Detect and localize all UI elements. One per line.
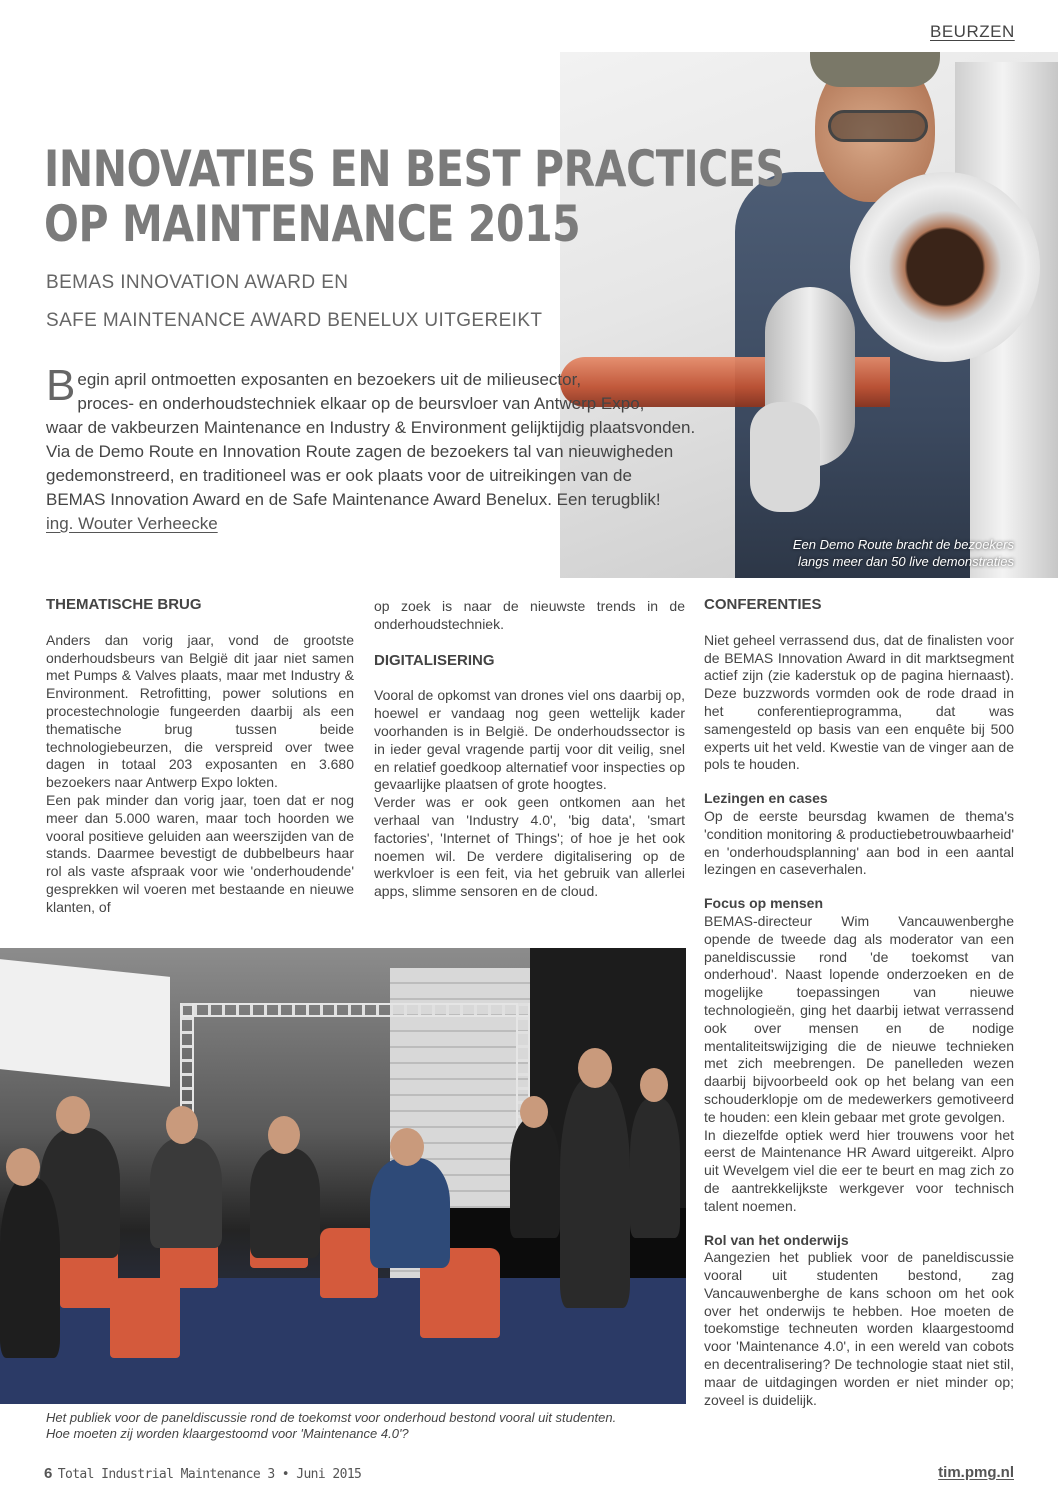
- audience-member-shape: [150, 1138, 222, 1248]
- panelist-head-shape: [640, 1068, 668, 1102]
- caption-line: Hoe moeten zij worden klaargestoomd voor 'Maintenance 4.0'?: [46, 1426, 409, 1441]
- publication-name: Total Industrial Maintenance 3 • Juni 2015: [57, 1467, 362, 1482]
- paragraph: In diezelfde optiek werd hier trouwens voor het eerst de Maintenance HR Award uitgereikt. Alpro uit Wevelgem viel die eer te beurt en mag zich zo de aantrekkelijkste werkgever voor technisch talent noemen.: [704, 1126, 1014, 1214]
- panelist-shape: [510, 1118, 560, 1238]
- glove-shape: [750, 402, 820, 512]
- lead-line: BEMAS Innovation Award en de Safe Maintenance Award Benelux. Een terugblik!: [46, 490, 661, 509]
- audience-photo-caption: [46, 1410, 616, 1442]
- lead-line: waar de vakbeurzen Maintenance en Industry & Environment gelijktijdig plaatsvonden.: [46, 418, 696, 437]
- lead-line: Via de Demo Route en Innovation Route zagen de bezoekers tal van nieuwigheden: [46, 442, 674, 461]
- footer-website-link[interactable]: tim.pmg.nl: [938, 1464, 1014, 1481]
- caption-line: Het publiek voor de paneldiscussie rond de toekomst voor onderhoud bestond vooral uit studenten.: [46, 1410, 617, 1425]
- column-3: [704, 596, 1014, 1409]
- column-1: [46, 596, 354, 917]
- column-2: [374, 598, 685, 901]
- article-title: [44, 142, 784, 252]
- panelist-shape: [630, 1098, 680, 1238]
- subheading-focus: Focus op mensen: [704, 895, 824, 912]
- standing-man-head-shape: [578, 1048, 612, 1088]
- paragraph: BEMAS-directeur Wim Vancauwenberghe opende de tweede dag als moderator van een paneldiscussie rond 'de toekomst van onderhoud'. Naast lopende onderzoeken en de mogelijke toepassingen van nieuwe technologieën, ging het daarbij ietwat verrassend ook over mensen en de nodige mentaliteitswijziging die de nieuwe technieken met zich meebrengen. De panelleden wezen daarbij bijvoorbeeld ook op het belang van een schouderklopje om de medewerkers gemotiveerd te houden: een klein gebaar met grote gevolgen.: [704, 912, 1014, 1125]
- subheading-lezingen: Lezingen en cases: [704, 790, 828, 807]
- chair-shape: [110, 1278, 180, 1358]
- audience-head-shape: [268, 1116, 300, 1154]
- paragraph: Niet geheel verrassend dus, dat de finalisten voor de BEMAS Innovation Award in dit marktsegment actief zijn (zie kaderstuk op de pagina hiernaast). Deze buzzwords vormden ook de rode draad in het conferentieprogramma, dat was samengesteld op basis van een enquête bij 500 experts uit het veld. Kwestie van de vinger aan de pols te houden.: [704, 631, 1014, 773]
- subtitle-line: SAFE MAINTENANCE AWARD BENELUX UITGEREIKT: [46, 310, 543, 331]
- audience-member-shape: [250, 1148, 320, 1258]
- standing-man-shape: [560, 1078, 630, 1308]
- paragraph: Een pak minder dan vorig jaar, toen dat er nog meer dan 5.000 waren, maar toch hoorden we vooral positieve geluiden aan weerszijden van de stands. Daarmee bevestigt de dubbelbeurs haar rol als vaste afspraak voor wie 'onderhoudende' gesprekken wil voeren met bestaande en nieuwe klanten, of: [46, 791, 354, 915]
- pipe-flange-shape: [850, 172, 1040, 362]
- panelist-head-shape: [520, 1096, 548, 1128]
- author-byline: ing. Wouter Verheecke: [46, 514, 218, 533]
- article-lead: [46, 361, 716, 512]
- audience-member-shape: [370, 1158, 450, 1268]
- hero-caption-line: Een Demo Route bracht de bezoekers: [792, 537, 1014, 552]
- audience-photo: [0, 948, 686, 1404]
- subtitle-line: BEMAS INNOVATION AWARD EN: [46, 272, 349, 293]
- lead-line: egin april ontmoetten exposanten en bezoekers uit de milieusector,: [77, 370, 582, 389]
- audience-head-shape: [56, 1096, 90, 1134]
- exhibitor-banner-shape: [0, 959, 170, 1087]
- heading-conferenties: CONFERENTIES: [704, 596, 822, 613]
- paragraph: op zoek is naar de nieuwste trends in de onderhoudstechniek.: [374, 598, 685, 632]
- lead-line: proces- en onderhoudstechniek elkaar op de beursvloer van Antwerp Expo,: [77, 394, 645, 413]
- footer-publication: [44, 1465, 361, 1482]
- paragraph: Anders dan vorig jaar, vond de grootste onderhoudsbeurs van België dit jaar niet samen met Pumps & Valves plaats, maar met Industry & Environment. Retrofitting, power solutions en procestechnologie fungeerden daarbij als een thematische brug tussen beide technologiebeurzen, die verspreid over twee dagen in totaal 203 exposanten en 3.680 bezoekers naar Antwerp Expo lokten.: [46, 631, 354, 791]
- hero-caption-line: langs meer dan 50 live demonstraties: [797, 554, 1014, 569]
- paragraph: Aangezien het publiek voor de paneldiscussie vooral uit studenten bestond, zag Vancauwenberghe de kans schoon om het ook over het onderwijs te hebben. Hoe moeten de toekomstige techneuten worden klaargestoomd voor 'Maintenance 4.0', in een wereld van cobots en decentralisering? De technologie staat niet stil, maar de uitdagingen worden er niet minder op; zoveel is duidelijk.: [704, 1249, 1014, 1408]
- drop-cap: B: [46, 361, 76, 410]
- title-line: INNOVATIES EN BEST PRACTICES: [44, 140, 785, 198]
- article-subtitle: [46, 264, 542, 340]
- heading-thematische-brug: THEMATISCHE BRUG: [46, 596, 202, 613]
- audience-head-shape: [166, 1106, 198, 1144]
- paragraph: Op de eerste beursdag kwamen de thema's 'condition monitoring & productiebetrouwbaarheid' en 'onderhoudsplanning' aan bod in een aantal lezingen en caseverhalen.: [704, 807, 1014, 878]
- title-line: OP MAINTENANCE 2015: [44, 195, 581, 253]
- safety-goggles-shape: [828, 110, 928, 142]
- audience-member-shape: [0, 1178, 60, 1358]
- paragraph: Verder was er ook geen ontkomen aan het verhaal van 'Industry 4.0', 'big data', 'smart factories', 'Internet of Things'; of hoe je het ook noemen wil. De verdere digitalisering op de werkvloer is een feit, via het gebruik van allerlei apps, slimme sensoren en de cloud.: [374, 794, 685, 900]
- subheading-onderwijs: Rol van het onderwijs: [704, 1231, 849, 1248]
- hero-photo-caption: [793, 536, 1014, 570]
- page-number: 6: [44, 1465, 52, 1482]
- stage-truss-shape: [180, 1003, 530, 1017]
- audience-head-shape: [6, 1148, 40, 1186]
- lead-line: gedemonstreerd, en traditioneel was er ook plaats voor de uitreikingen van de: [46, 466, 632, 485]
- audience-head-shape: [390, 1128, 424, 1166]
- section-label: BEURZEN: [930, 22, 1015, 41]
- paragraph: Vooral de opkomst van drones viel ons daarbij op, hoewel er vandaag nog geen wettelijk kader voorhanden is in België. De onderhoudssector is in ieder geval vragende partij voor dit veilig, snel en relatief goedkoop alternatief voor inspecties op gevaarlijke plaatsen of grote hoogtes.: [374, 687, 685, 793]
- worker-cap-shape: [810, 52, 940, 87]
- heading-digitalisering: DIGITALISERING: [374, 651, 495, 669]
